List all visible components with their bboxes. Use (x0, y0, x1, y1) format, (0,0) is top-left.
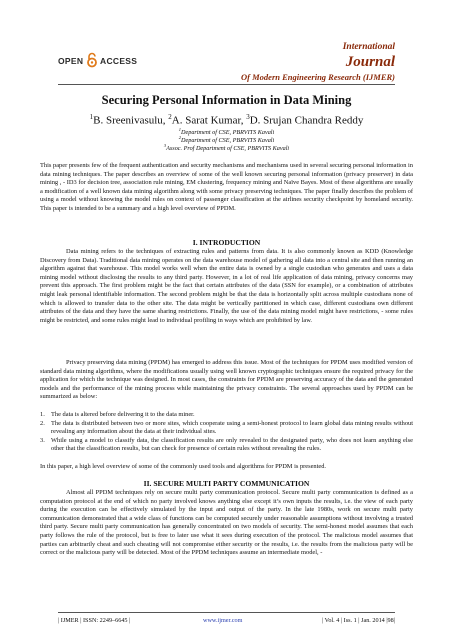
list-item-text: While using a model to classify data, the classification results are only revealed to the designated party, who does not learn anything else other that the classification results, but can check for presence of certain rules without revealing the rules. (51, 436, 413, 453)
list-item (40, 411, 413, 420)
abstract: This paper presents few of the frequent authentication and security mechanisms and mechanisms used in several securing personal information in data mining techniques. The paper describes an overview of some of the well known securing personal information (privacy preserver) in data mining , - ID3 for decision tree, association rule mining, EM clustering, frequency mining and Naïve Bayes. Most of these algorithms are usually a modification of a well known data mining algorithm along with some privacy preserving techniques. The paper finally describes the problem of using a model without knowing the model rules on context of passenger classification at the airlines security checkpoint by homeland security. This paper is intended to be a summary and a high level overview of PPDM. (40, 162, 413, 212)
affiliation-1-sup: 1 (178, 127, 182, 132)
author-2-sup: 2 (168, 113, 172, 121)
smpc-paragraph-1: Almost all PPDM techniques rely on secure multi party communication protocol. Secure multi party communication is defined as a computation protocol at the end of which no party involved knows anything else except it’s own inputs the results, i.e. the view of each party during the execution can be effectively simulated by the input and output of the party. In the late 1980s, work on secure multi party communication demonstrated that a wide class of functions can be computed securely under reasonable assumptions without involving a trusted third party. Secure multi party communication has generally concentrated on two models of security. The semi-honest model assumes that each party follows the rule of the protocol, but is free to later use what it sees during execution of the protocol. The malicious model assumes that parties can arbitrarily cheat and such cheating will not compromise either security or the results, i.e. the results from the malicious party will be correct or the malicious party will be detected. Most of the PPDM techniques assume an intermediate model, - (40, 489, 413, 557)
list-item-number: 3. (40, 436, 45, 444)
list-item-number: 1. (40, 411, 45, 418)
affiliation-3 (40, 143, 413, 152)
intro-paragraph-1: Data mining refers to the techniques of extracting rules and patterns from data. It is also commonly known as KDD (Knowledge Discovery from Data). Traditional data mining operates on the data warehouse model of gathering all data into a central site and then running an algorithm against that warehouse. This model works well when the entire data is owned by a single custodian who generates and uses a data mining model without disclosing the results to any third party. However, in a lot of real life application of data mining, privacy concerns may prevent this approach. The first problem might be the fact that certain attributes of the data (SSN for example), or a combination of attributes might leak personal identifiable information. The second problem might be that the data is horizontally split across multiple custodians none of which is allowed to transfer data to the other site. The data might be vertically partitioned in which case, different custodians own different attributes of the data and they have the same sharing restrictions. Finally, the use of the data mining model might have restrictions, - some rules might be restricted, and some rules might lead to individual profiling in ways which are prohibited by law. (40, 248, 413, 324)
open-lock-icon (86, 52, 98, 68)
list-item (40, 437, 413, 454)
footer-website-link[interactable]: www.ijmer.com (203, 617, 243, 624)
intro-paragraph-2: Privacy preserving data mining (PPDM) has emerged to address this issue. Most of the techniques for PPDM uses modified version of standard data mining algorithms, where the modifications usually using well known cryptographic techniques ensure the required privacy for the application for which the technique was designed. In most cases, the constraints for PPDM are preserving accuracy of the data and the generated models and the performance of the mining process while maintaining the privacy constraints. The several approaches used by PPDM can be summarized as below: (40, 359, 413, 401)
intro-closing: In this paper, a high level overview of some of the commonly used tools and algorithms for PPDM is presented. (40, 463, 327, 470)
list-item-text: The data is altered before delivering it to the data miner. (51, 411, 195, 418)
logo-access-text: ACCESS (100, 56, 138, 66)
author-3-sup: 3 (246, 113, 250, 121)
affiliation-2-text: Department of CSE, PBRVITS Kavali (181, 137, 275, 145)
affiliation-3-sup: 3 (163, 143, 167, 148)
approach-list (40, 411, 413, 454)
list-item-text: The data is distributed between two or more sites, which cooperate using a semi-honest protocol to learn global data mining results without revealing any information about the data at their individual sites. (51, 419, 413, 436)
footer-volume: | Vol. 4 | Iss. 1 | Jan. 2014 |98| (321, 617, 395, 624)
section-heading-smpc: II. SECURE MULTI PARTY COMMUNICATION (143, 479, 310, 488)
open-access-logo (58, 52, 178, 74)
list-item (40, 420, 413, 437)
paper-title: Securing Personal Information in Data Mining (101, 93, 352, 107)
author-1-sup: 1 (89, 113, 94, 121)
affiliation-3-text: Assoc. Prof Department of CSE, PBRVITS Kavali (166, 145, 290, 153)
affiliation-1-text: Department of CSE, PBRVITS Kavali (181, 129, 275, 137)
header-divider (58, 84, 395, 85)
journal-top: International (342, 42, 395, 52)
affiliation-2-sup: 2 (178, 135, 182, 140)
logo-open-text: OPEN (58, 56, 84, 66)
author-1-name: B. Sreenivasulu, (93, 114, 169, 127)
journal-name: Journal (345, 54, 395, 70)
journal-subtitle: Of Modern Engineering Research (IJMER) (241, 72, 395, 82)
section-heading-introduction: I. INTRODUCTION (192, 238, 261, 247)
author-3-name: D. Srujan Chandra Reddy (249, 114, 364, 127)
footer-divider (58, 612, 395, 613)
footer-issn: | IJMER | ISSN: 2249–6645 | (58, 617, 131, 624)
author-line (40, 113, 413, 127)
author-2-name: A. Sarat Kumar, (171, 114, 247, 127)
list-item-number: 2. (40, 419, 45, 427)
